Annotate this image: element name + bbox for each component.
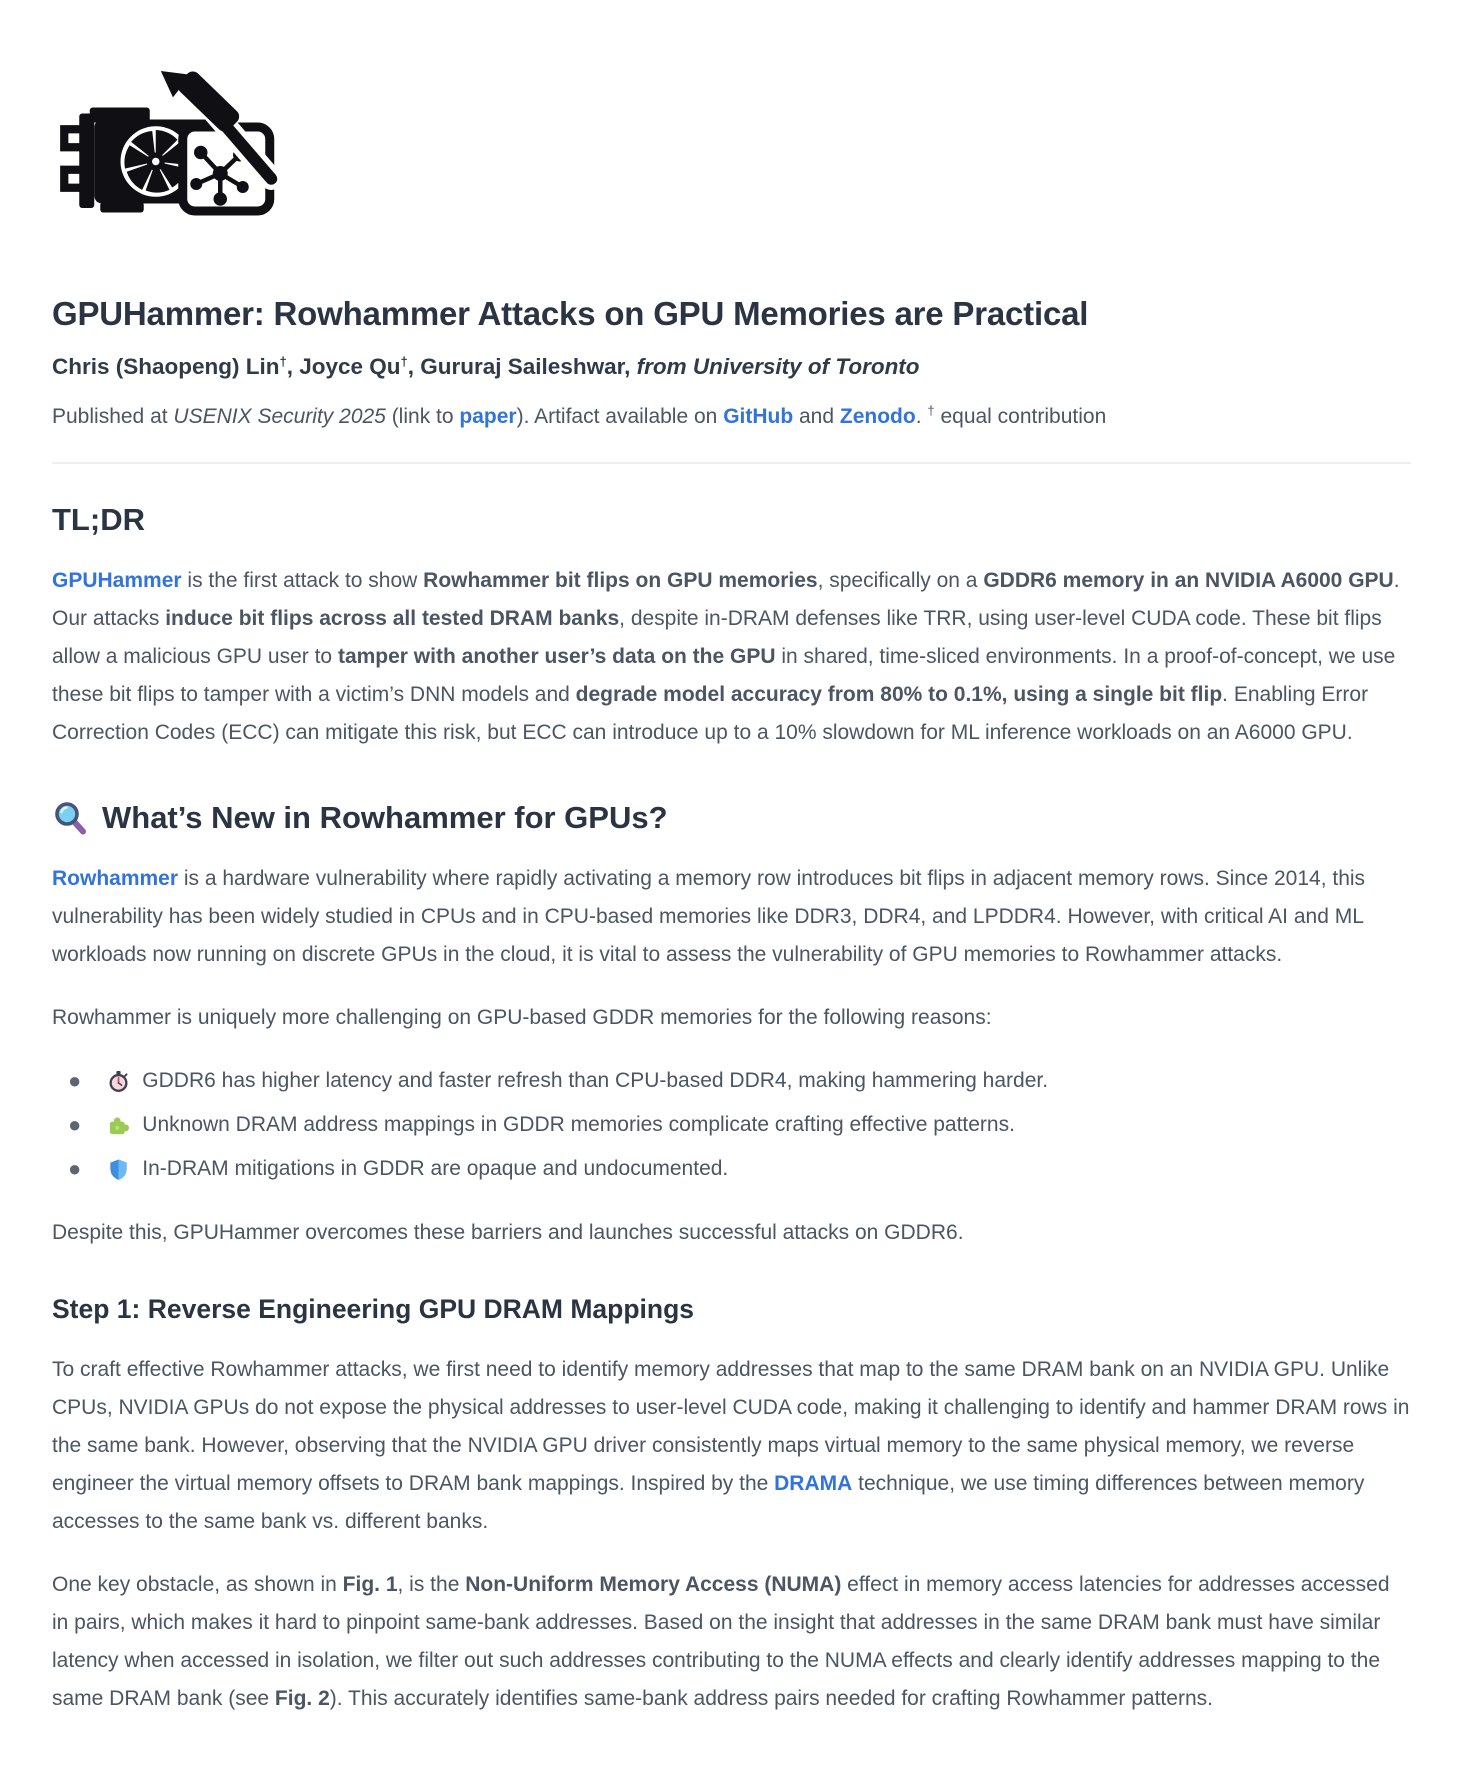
list-item-text: Unknown DRAM address mappings in GDDR memories complicate crafting effective patterns. [142,1112,1015,1136]
whats-new-heading-text: What’s New in Rowhammer for GPUs? [102,799,668,835]
list-item [68,1062,1411,1100]
text-segment: is the first attack to show [181,568,424,592]
text-segment: Rowhammer bit flips on GPU memories [423,568,818,592]
stopwatch-icon [107,1070,130,1093]
whats-new-paragraph-2: Rowhammer is uniquely more challenging on GPU-based GDDR memories for the following reasons: [52,1005,992,1029]
text-segment: Chris (Shaopeng) Lin [52,354,280,380]
zenodo-link[interactable]: Zenodo [839,405,916,428]
text-segment: USENIX Security 2025 [173,405,386,428]
text-segment: , specifically on a [817,568,984,592]
text-segment: equal contribution [934,405,1107,428]
whats-new-closing: Despite this, GPUHammer overcomes these barriers and launches successful attacks on GDDR6. [52,1220,964,1244]
text-segment: Fig. 1 [342,1572,398,1596]
text-segment: † [927,403,935,418]
text-segment: from University of Toronto [636,354,920,380]
text-segment: Fig. 2 [274,1686,330,1710]
text-segment: . [915,405,928,428]
list-item-text: In-DRAM mitigations in GDDR are opaque and undocumented. [142,1156,729,1180]
text-segment: GDDR6 memory in an NVIDIA A6000 GPU [983,568,1394,592]
gpu-hammer-logo [52,55,288,235]
text-segment: tamper with another user’s data on the GPU [337,644,776,668]
github-link[interactable]: GitHub [723,405,794,428]
gpuhammer-link[interactable]: GPUHammer [52,568,182,592]
text-segment: Published at [52,405,174,428]
text-segment: in shared, time-sliced environments. In a proof-of-concept, we use these bit flips to tamper with a victim’s DNN models and [52,644,1396,706]
text-segment: Non-Uniform Memory Access (NUMA) [465,1572,842,1596]
list-item [68,1150,1411,1188]
text-segment: One key obstacle, as shown in [52,1572,343,1596]
text-segment: † [400,354,408,370]
list-item [68,1106,1411,1144]
text-segment: effect in memory access latencies for addresses accessed in pairs, which makes it hard to pinpoint same-bank addresses. Based on the insight that addresses in the same DRAM bank must have similar latency when accessed in isolation, we filter out such addresses contributing to the NUMA effects and clearly identify addresses mapping to the same DRAM bank (see [52,1572,1390,1710]
text-segment: and [793,405,840,428]
authors-line [52,350,1411,384]
magnifier-icon [52,800,88,836]
shield-icon [107,1158,130,1181]
tldr-heading: TL;DR [52,501,145,537]
divider [52,462,1411,464]
text-segment: , despite in-DRAM defenses like TRR, using user-level CUDA code. These bit flips allow a malicious GPU user to [52,606,1382,668]
whats-new-heading [52,800,1411,836]
text-segment: technique, we use timing differences between memory accesses to the same bank vs. different banks. [52,1471,1365,1533]
text-segment: , Joyce Qu [286,354,401,380]
text-segment: (link to [385,405,460,428]
text-segment: , is the [397,1572,466,1596]
bullet-marker: ● [68,1067,82,1093]
bullet-marker: ● [68,1155,82,1181]
puzzle-piece-icon [107,1114,130,1137]
paper-link[interactable]: paper [459,405,517,428]
text-segment: is a hardware vulnerability where rapidly activating a memory row introduces bit flips in adjacent memory rows. Since 2014, this vulnerability has been widely studied in CPUs and in CPU-based memories like DDR3, DDR4, and LPDDR4. However, with critical AI and ML workloads now running on discrete GPUs in the cloud, it is vital to assess the vulnerability of GPU memories to Rowhammer attacks. [52,866,1366,966]
text-segment: , Gururaj Saileshwar, [407,354,637,380]
drama-link[interactable]: DRAMA [774,1471,853,1495]
text-segment: . Enabling Error Correction Codes (ECC) can mitigate this risk, but ECC can introduce up to a 10% slowdown for ML inference workloads on an A6000 GPU. [52,682,1369,744]
text-segment: ). This accurately identifies same-bank address pairs needed for crafting Rowhammer patterns. [329,1686,1213,1710]
text-segment: To craft effective Rowhammer attacks, we first need to identify memory addresses that map to the same DRAM bank on an NVIDIA GPU. Unlike CPUs, NVIDIA GPUs do not expose the physical addresses to user-level CUDA code, making it challenging to identify and hammer DRAM rows in the same bank. However, observing that the NVIDIA GPU driver consistently maps virtual memory to the same physical memory, we reverse engineer the virtual memory offsets to DRAM bank mappings. Inspired by the [52,1357,1410,1495]
challenge-list [52,1062,1411,1188]
rowhammer-link[interactable]: Rowhammer [52,866,179,890]
whats-new-paragraph-1 [52,860,1411,974]
text-segment: induce bit flips across all tested DRAM banks [165,606,620,630]
bullet-marker: ● [68,1111,82,1137]
list-item-text: GDDR6 has higher latency and faster refresh than CPU-based DDR4, making hammering harder. [142,1068,1049,1092]
text-segment: degrade model accuracy from 80% to 0.1%, using a single bit flip [575,682,1223,706]
text-segment: . Our attacks [52,568,1400,630]
tldr-paragraph [52,562,1411,752]
step1-heading: Step 1: Reverse Engineering GPU DRAM Mappings [52,1293,695,1324]
text-segment: † [279,354,287,370]
page-title: GPUHammer: Rowhammer Attacks on GPU Memories are Practical [52,295,1089,332]
published-line [52,400,1411,434]
text-segment: ). Artifact available on [516,405,724,428]
step1-paragraph-1 [52,1351,1411,1541]
step1-paragraph-2 [52,1566,1411,1718]
